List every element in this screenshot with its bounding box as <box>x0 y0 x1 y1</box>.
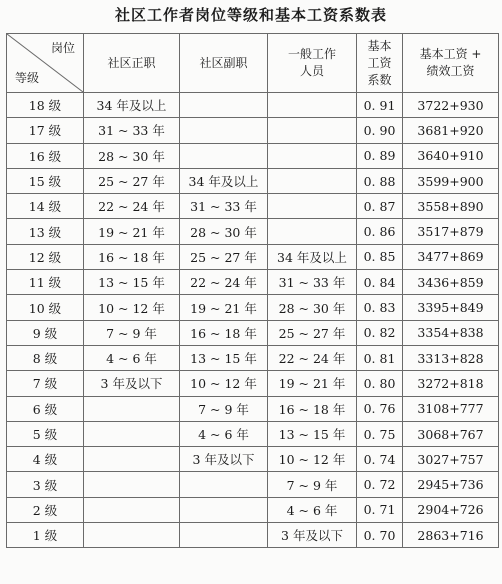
salary-cell: 3558+890 <box>403 194 499 219</box>
grade-cell: 12 级 <box>7 244 84 269</box>
coefficient-cell: 0. 82 <box>357 320 403 345</box>
grade-cell: 6 级 <box>7 396 84 421</box>
community-head-years-cell: 16 ~ 18 年 <box>84 244 180 269</box>
community-deputy-years-cell <box>180 118 268 143</box>
salary-cell: 3517+879 <box>403 219 499 244</box>
grade-cell: 14 级 <box>7 194 84 219</box>
salary-cell: 2904+726 <box>403 497 499 522</box>
community-deputy-years-cell: 13 ~ 15 年 <box>180 345 268 370</box>
header-label-line: 人员 <box>299 64 324 78</box>
grade-cell: 17 级 <box>7 118 84 143</box>
table-row <box>7 497 499 522</box>
salary-cell: 2945+736 <box>403 472 499 497</box>
community-head-years-cell <box>84 421 180 446</box>
community-head-years-cell: 19 ~ 21 年 <box>84 219 180 244</box>
general-staff-years-cell: 25 ~ 27 年 <box>268 320 357 345</box>
grade-cell: 13 级 <box>7 219 84 244</box>
salary-cell: 3313+828 <box>403 345 499 370</box>
coefficient-cell: 0. 76 <box>357 396 403 421</box>
header-label-line: 基本工资 + <box>419 47 482 61</box>
coefficient-cell: 0. 81 <box>357 345 403 370</box>
general-staff-years-cell: 10 ~ 12 年 <box>268 447 357 472</box>
general-staff-years-cell: 34 年及以上 <box>268 244 357 269</box>
community-head-years-cell: 25 ~ 27 年 <box>84 168 180 193</box>
community-deputy-years-cell: 34 年及以上 <box>180 168 268 193</box>
coefficient-cell: 0. 83 <box>357 295 403 320</box>
general-staff-years-cell: 3 年及以下 <box>268 523 357 548</box>
grade-cell: 16 级 <box>7 143 84 168</box>
community-deputy-years-cell: 25 ~ 27 年 <box>180 244 268 269</box>
table-row <box>7 219 499 244</box>
coefficient-cell: 0. 85 <box>357 244 403 269</box>
coefficient-cell: 0. 71 <box>357 497 403 522</box>
table-row <box>7 143 499 168</box>
community-head-years-cell <box>84 497 180 522</box>
community-deputy-years-cell: 28 ~ 30 年 <box>180 219 268 244</box>
community-deputy-years-cell: 22 ~ 24 年 <box>180 270 268 295</box>
coefficient-cell: 0. 89 <box>357 143 403 168</box>
table-row <box>7 447 499 472</box>
grade-cell: 4 级 <box>7 447 84 472</box>
header-row <box>7 34 499 93</box>
grade-cell: 3 级 <box>7 472 84 497</box>
table-row <box>7 371 499 396</box>
community-head-years-cell: 7 ~ 9 年 <box>84 320 180 345</box>
salary-cell: 3068+767 <box>403 421 499 446</box>
general-staff-years-cell: 19 ~ 21 年 <box>268 371 357 396</box>
general-staff-years-cell: 16 ~ 18 年 <box>268 396 357 421</box>
salary-cell: 3108+777 <box>403 396 499 421</box>
general-staff-years-cell <box>268 143 357 168</box>
community-head-years-cell <box>84 472 180 497</box>
general-staff-years-cell: 13 ~ 15 年 <box>268 421 357 446</box>
general-staff-years-cell: 22 ~ 24 年 <box>268 345 357 370</box>
table-row <box>7 396 499 421</box>
community-head-years-cell: 13 ~ 15 年 <box>84 270 180 295</box>
salary-cell: 3027+757 <box>403 447 499 472</box>
table-row <box>7 93 499 118</box>
community-head-years-cell: 22 ~ 24 年 <box>84 194 180 219</box>
grade-cell: 2 级 <box>7 497 84 522</box>
general-staff-years-cell <box>268 194 357 219</box>
community-deputy-years-cell: 31 ~ 33 年 <box>180 194 268 219</box>
table-row <box>7 194 499 219</box>
salary-cell: 3681+920 <box>403 118 499 143</box>
header-label: 社区副职 <box>199 55 248 70</box>
table-title: 社区工作者岗位等级和基本工资系数表 <box>114 6 387 24</box>
coefficient-cell: 0. 74 <box>357 447 403 472</box>
coefficient-cell: 0. 70 <box>357 523 403 548</box>
grade-cell: 18 级 <box>7 93 84 118</box>
table-row <box>7 295 499 320</box>
table-body <box>7 93 499 548</box>
community-deputy-years-cell <box>180 143 268 168</box>
header-base-coefficient <box>357 34 403 93</box>
corner-label-position: 岗位 <box>50 41 75 55</box>
general-staff-years-cell <box>268 219 357 244</box>
community-deputy-years-cell <box>180 93 268 118</box>
table-row <box>7 345 499 370</box>
table-row <box>7 270 499 295</box>
community-deputy-years-cell: 19 ~ 21 年 <box>180 295 268 320</box>
community-deputy-years-cell: 16 ~ 18 年 <box>180 320 268 345</box>
header-label-line: 绩效工资 <box>426 64 475 78</box>
table-row <box>7 472 499 497</box>
community-head-years-cell <box>84 523 180 548</box>
community-deputy-years-cell <box>180 497 268 522</box>
header-label-line: 一般工作 <box>287 47 336 61</box>
community-head-years-cell <box>84 447 180 472</box>
coefficient-cell: 0. 75 <box>357 421 403 446</box>
grade-cell: 10 级 <box>7 295 84 320</box>
community-head-years-cell: 31 ~ 33 年 <box>84 118 180 143</box>
community-head-years-cell: 4 ~ 6 年 <box>84 345 180 370</box>
salary-cell: 3395+849 <box>403 295 499 320</box>
grade-cell: 8 级 <box>7 345 84 370</box>
coefficient-cell: 0. 84 <box>357 270 403 295</box>
general-staff-years-cell: 31 ~ 33 年 <box>268 270 357 295</box>
header-label: 社区正职 <box>107 55 156 70</box>
community-deputy-years-cell: 4 ~ 6 年 <box>180 421 268 446</box>
community-head-years-cell <box>84 396 180 421</box>
general-staff-years-cell <box>268 168 357 193</box>
header-label-line: 系数 <box>367 72 392 87</box>
salary-cell: 3354+838 <box>403 320 499 345</box>
header-base-plus-performance <box>403 34 499 93</box>
general-staff-years-cell: 7 ~ 9 年 <box>268 472 357 497</box>
community-head-years-cell: 34 年及以上 <box>84 93 180 118</box>
coefficient-cell: 0. 90 <box>357 118 403 143</box>
grade-cell: 15 级 <box>7 168 84 193</box>
corner-label-grade: 等级 <box>15 71 40 85</box>
grade-cell: 11 级 <box>7 270 84 295</box>
coefficient-cell: 0. 72 <box>357 472 403 497</box>
table-row <box>7 523 499 548</box>
salary-cell: 3599+900 <box>403 168 499 193</box>
grade-cell: 1 级 <box>7 523 84 548</box>
header-community-head <box>84 34 180 93</box>
header-corner-cell <box>7 34 84 93</box>
salary-cell: 3477+869 <box>403 244 499 269</box>
community-deputy-years-cell: 10 ~ 12 年 <box>180 371 268 396</box>
community-head-years-cell: 10 ~ 12 年 <box>84 295 180 320</box>
header-general-staff <box>268 34 357 93</box>
grade-cell: 5 级 <box>7 421 84 446</box>
table-row <box>7 168 499 193</box>
community-deputy-years-cell <box>180 523 268 548</box>
community-head-years-cell: 3 年及以下 <box>84 371 180 396</box>
table-row <box>7 421 499 446</box>
salary-table <box>6 33 499 548</box>
community-head-years-cell: 28 ~ 30 年 <box>84 143 180 168</box>
community-deputy-years-cell <box>180 472 268 497</box>
grade-cell: 7 级 <box>7 371 84 396</box>
header-label-line: 工资 <box>367 55 392 70</box>
general-staff-years-cell <box>268 93 357 118</box>
coefficient-cell: 0. 91 <box>357 93 403 118</box>
salary-cell: 3272+818 <box>403 371 499 396</box>
general-staff-years-cell <box>268 118 357 143</box>
table-row <box>7 320 499 345</box>
coefficient-cell: 0. 86 <box>357 219 403 244</box>
header-label-line: 基本 <box>367 38 392 53</box>
general-staff-years-cell: 28 ~ 30 年 <box>268 295 357 320</box>
table-row <box>7 118 499 143</box>
general-staff-years-cell: 4 ~ 6 年 <box>268 497 357 522</box>
header-community-deputy <box>180 34 268 93</box>
grade-cell: 9 级 <box>7 320 84 345</box>
salary-cell: 3640+910 <box>403 143 499 168</box>
salary-cell: 3436+859 <box>403 270 499 295</box>
coefficient-cell: 0. 80 <box>357 371 403 396</box>
coefficient-cell: 0. 88 <box>357 168 403 193</box>
salary-cell: 3722+930 <box>403 93 499 118</box>
community-deputy-years-cell: 7 ~ 9 年 <box>180 396 268 421</box>
community-deputy-years-cell: 3 年及以下 <box>180 447 268 472</box>
coefficient-cell: 0. 87 <box>357 194 403 219</box>
table-row <box>7 244 499 269</box>
salary-cell: 2863+716 <box>403 523 499 548</box>
